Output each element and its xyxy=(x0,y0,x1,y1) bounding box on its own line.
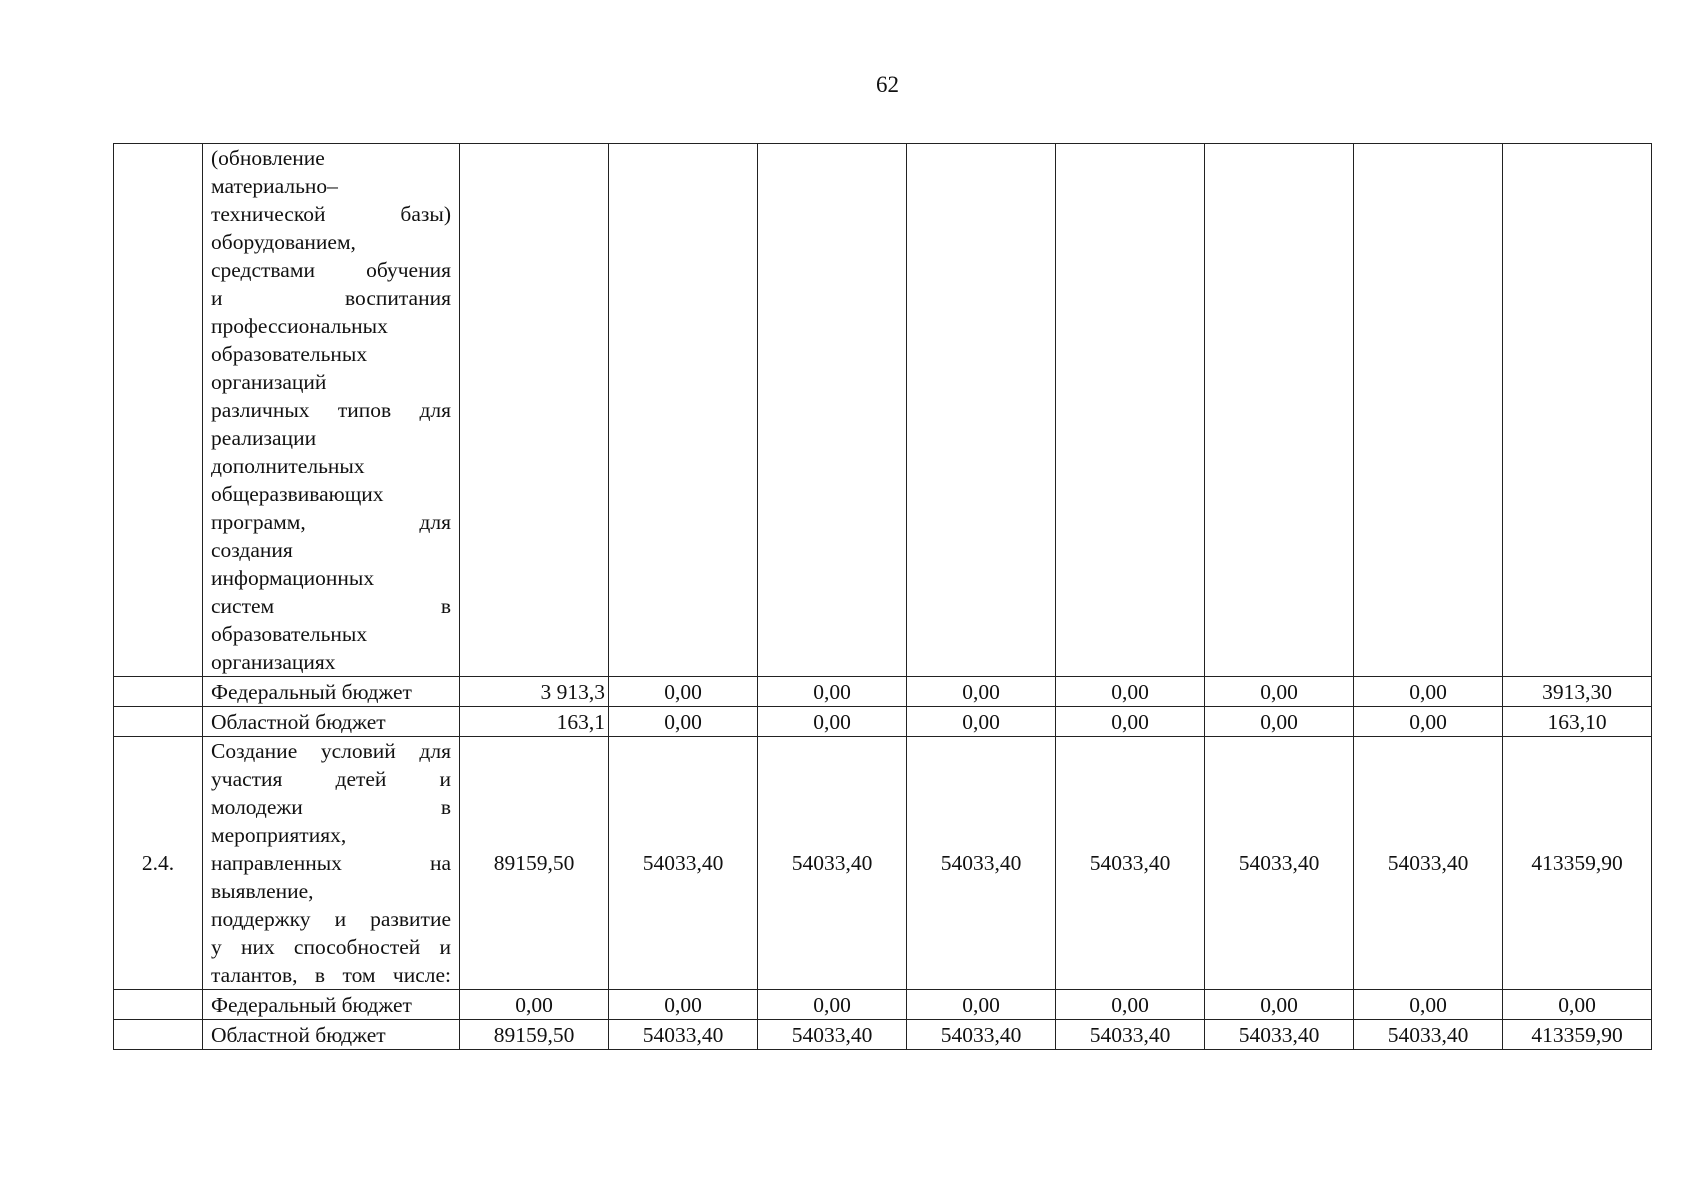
row-number-cell xyxy=(114,990,203,1020)
value-cell: 413359,90 xyxy=(1503,1020,1652,1050)
description-line: общеразвивающих xyxy=(211,482,384,506)
value-cell: 0,00 xyxy=(1503,990,1652,1020)
description-line: и воспитания xyxy=(211,286,451,310)
value-cell: 0,00 xyxy=(758,990,907,1020)
description-line: образовательных xyxy=(211,622,368,646)
value-cell xyxy=(758,144,907,677)
page-number: 62 xyxy=(876,72,899,97)
description-line: оборудованием, xyxy=(211,230,356,254)
table-body xyxy=(114,144,1652,1050)
value-cell: 89159,50 xyxy=(460,737,609,990)
row-number-cell xyxy=(114,677,203,707)
description-line: организаций xyxy=(211,370,327,394)
description-line: информационных xyxy=(211,566,375,590)
description-line: мероприятиях, xyxy=(211,823,347,847)
description-line: систем в xyxy=(211,594,451,618)
value-cell xyxy=(1205,144,1354,677)
table-row xyxy=(114,144,1652,677)
value-cell: 0,00 xyxy=(1354,707,1503,737)
value-cell: 0,00 xyxy=(1056,677,1205,707)
description-line: дополнительных xyxy=(211,454,365,478)
value-cell: 0,00 xyxy=(609,677,758,707)
description-line: создания xyxy=(211,538,293,562)
description-line: поддержку и развитие xyxy=(211,907,451,931)
value-cell: 0,00 xyxy=(1056,707,1205,737)
value-cell: 54033,40 xyxy=(907,737,1056,990)
value-cell: 89159,50 xyxy=(460,1020,609,1050)
value-cell: 0,00 xyxy=(907,707,1056,737)
description-line: (обновление xyxy=(211,146,325,170)
description-cell: Федеральный бюджет xyxy=(203,990,460,1020)
value-cell: 413359,90 xyxy=(1503,737,1652,990)
value-cell: 3913,30 xyxy=(1503,677,1652,707)
value-cell: 54033,40 xyxy=(1354,737,1503,990)
description-line: профессиональных xyxy=(211,314,388,338)
table-row xyxy=(114,990,1652,1020)
value-cell xyxy=(1503,144,1652,677)
value-cell: 0,00 xyxy=(1205,990,1354,1020)
value-cell: 0,00 xyxy=(907,677,1056,707)
description-cell: Областной бюджет xyxy=(203,1020,460,1050)
value-cell: 0,00 xyxy=(609,707,758,737)
value-cell: 54033,40 xyxy=(758,1020,907,1050)
value-cell: 0,00 xyxy=(1205,707,1354,737)
value-cell: 3 913,3 xyxy=(460,677,609,707)
table-row xyxy=(114,1020,1652,1050)
description-line: образовательных xyxy=(211,342,368,366)
value-cell xyxy=(460,144,609,677)
value-cell: 54033,40 xyxy=(1056,737,1205,990)
value-cell: 0,00 xyxy=(1205,677,1354,707)
description-line: технической базы) xyxy=(211,202,451,226)
description-line: направленных на xyxy=(211,851,451,875)
description-line: средствами обучения xyxy=(211,258,451,282)
description-line: материально– xyxy=(211,174,338,198)
description-line: у них способностей и xyxy=(211,935,451,959)
value-cell: 54033,40 xyxy=(609,737,758,990)
value-cell xyxy=(907,144,1056,677)
row-number-cell xyxy=(114,707,203,737)
description-cell: Областной бюджет xyxy=(203,707,460,737)
description-line: выявление, xyxy=(211,879,314,903)
value-cell xyxy=(1056,144,1205,677)
budget-table xyxy=(113,143,1652,1050)
value-cell: 163,1 xyxy=(460,707,609,737)
description-line: талантов, в том числе: xyxy=(211,963,451,987)
value-cell: 54033,40 xyxy=(1354,1020,1503,1050)
row-number-cell xyxy=(114,144,203,677)
value-cell: 54033,40 xyxy=(1205,737,1354,990)
value-cell: 163,10 xyxy=(1503,707,1652,737)
table-row xyxy=(114,737,1652,990)
value-cell: 54033,40 xyxy=(758,737,907,990)
description-line: молодежи в xyxy=(211,795,451,819)
value-cell: 0,00 xyxy=(609,990,758,1020)
description-line: реализации xyxy=(211,426,317,450)
row-number-cell xyxy=(114,1020,203,1050)
value-cell: 54033,40 xyxy=(907,1020,1056,1050)
value-cell: 0,00 xyxy=(460,990,609,1020)
table-row xyxy=(114,707,1652,737)
value-cell: 0,00 xyxy=(758,677,907,707)
value-cell: 0,00 xyxy=(907,990,1056,1020)
table-row xyxy=(114,677,1652,707)
value-cell: 0,00 xyxy=(1354,990,1503,1020)
value-cell xyxy=(609,144,758,677)
row-number-cell: 2.4. xyxy=(114,737,203,990)
value-cell: 54033,40 xyxy=(609,1020,758,1050)
value-cell: 54033,40 xyxy=(1056,1020,1205,1050)
description-line: организациях xyxy=(211,650,336,674)
value-cell: 54033,40 xyxy=(1205,1020,1354,1050)
description-cell xyxy=(203,144,460,677)
value-cell: 0,00 xyxy=(1056,990,1205,1020)
description-cell: Федеральный бюджет xyxy=(203,677,460,707)
value-cell: 0,00 xyxy=(758,707,907,737)
description-line: программ, для xyxy=(211,510,451,534)
description-line: Создание условий для xyxy=(211,739,451,763)
description-cell xyxy=(203,737,460,990)
value-cell: 0,00 xyxy=(1354,677,1503,707)
value-cell xyxy=(1354,144,1503,677)
description-line: различных типов для xyxy=(211,398,451,422)
description-line: участия детей и xyxy=(211,767,451,791)
